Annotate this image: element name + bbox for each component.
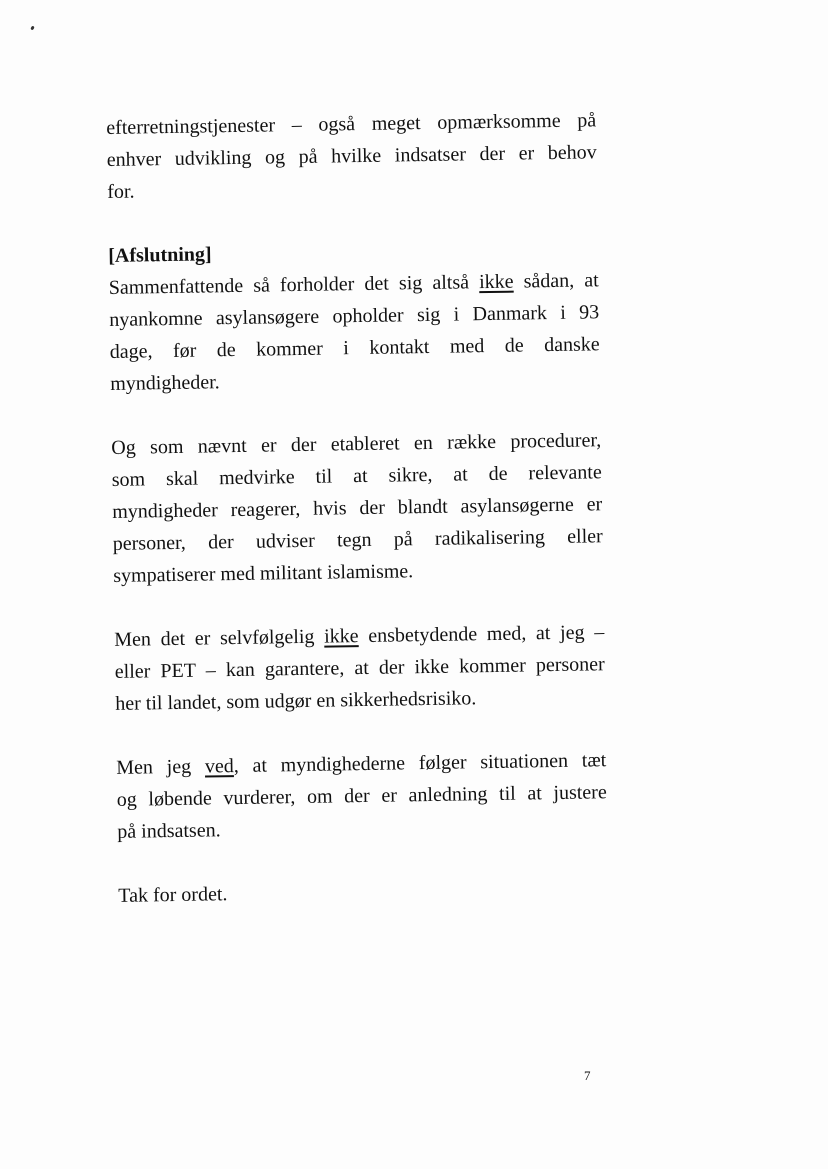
paragraph-closing	[118, 872, 608, 912]
section-heading: [Afslutning]	[108, 243, 212, 267]
text-line: sympatiserer med militant islamisme.	[113, 560, 414, 587]
underlined-word: ikke	[323, 625, 359, 648]
text-line: enhver udvikling og på hvilke indsatser der er behov	[106, 141, 597, 171]
paragraph-no-guarantee	[114, 616, 605, 720]
text-segment: ensbetydende med, at jeg –	[358, 621, 605, 648]
paragraph-procedures	[111, 424, 603, 592]
text-line: nyankomne asylansøgere opholder sig i Danmark i 93	[109, 301, 600, 331]
underlined-word: ved	[204, 755, 234, 778]
text-line: og løbende vurderer, om der er anledning til at justere	[116, 781, 607, 811]
page-number: 7	[584, 1068, 591, 1083]
text-segment: Men det er selvfølgelig	[114, 625, 325, 651]
text-line: som skal medvirke til at sikre, at de relevante	[111, 461, 602, 491]
text-segment: sådan, at	[513, 269, 599, 293]
text-line: eller PET – kan garantere, at der ikke kommer personer	[114, 653, 605, 683]
paragraph-monitoring	[116, 744, 607, 848]
document-body	[106, 104, 609, 944]
text-line: efterretningstjenester – også meget opmærksomme på	[106, 109, 597, 139]
closing-line: Tak for ordet.	[118, 883, 228, 907]
text-line: på indsatsen.	[117, 819, 221, 843]
paragraph-intelligence-services	[106, 104, 597, 208]
text-segment: , at myndighederne følger situationen tæt	[233, 749, 607, 778]
text-line: personer, der udviser tegn på radikalisering eller	[112, 525, 603, 555]
text-segment: Men jeg	[116, 755, 206, 779]
text-line: her til landet, som udgør en sikkerhedsrisiko.	[115, 687, 477, 715]
text-line: myndigheder reagerer, hvis der blandt asylansøgerne er	[112, 493, 603, 523]
section-conclusion	[108, 232, 600, 400]
underlined-word: ikke	[478, 270, 514, 294]
scan-speck	[30, 26, 35, 31]
text-line: dage, før de kommer i kontakt med de danske	[109, 333, 600, 363]
text-line: for.	[107, 180, 135, 203]
text-line: Og som nævnt er der etableret en række procedurer,	[111, 429, 602, 459]
text-segment: Sammenfattende så forholder det sig altså	[108, 271, 480, 299]
text-line: myndigheder.	[110, 371, 220, 395]
